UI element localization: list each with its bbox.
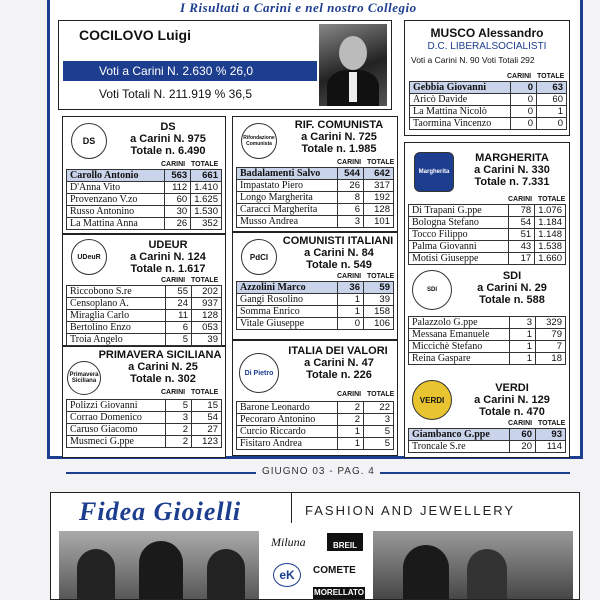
table-row xyxy=(67,436,222,448)
marg-table xyxy=(408,204,566,265)
votes-totale: 27 xyxy=(192,424,222,436)
udeur-col-carini: CARINI xyxy=(161,277,186,284)
votes-carini: 3 xyxy=(166,412,192,424)
sdi-table xyxy=(408,316,566,365)
ad-brand-miluna: Miluna xyxy=(271,535,306,549)
votes-carini: 8 xyxy=(338,192,364,204)
candidate-name: Polizzi Giovanni xyxy=(67,400,166,412)
ad-tagline: FASHION AND JEWELLERY xyxy=(305,503,516,518)
table-row xyxy=(67,400,222,412)
primavera-name: PRIMAVERA SICILIANA xyxy=(98,349,222,361)
votes-carini: 2 xyxy=(166,424,192,436)
cocilovo-carini-bar: Voti a Carini N. 2.630 % 26,0 xyxy=(63,61,317,81)
table-row xyxy=(67,286,222,298)
marg-col-totale: TOTALE xyxy=(538,196,566,203)
votes-totale: 7 xyxy=(536,341,566,353)
musco-party: D.C. LIBERALSOCIALISTI xyxy=(427,41,547,52)
marg-name: MARGHERITA xyxy=(475,152,549,164)
candidate-name: Badalamenti Salvo xyxy=(237,168,338,180)
table-row xyxy=(237,282,394,294)
votes-totale: 114 xyxy=(536,441,566,453)
udeur-carini: a Carini N. 124 xyxy=(130,251,206,263)
table-row xyxy=(67,206,222,218)
candidate-name: Miccichè Stefano xyxy=(409,341,510,353)
candidate-name: Longo Margherita xyxy=(237,192,338,204)
ci-col-totale: TOTALE xyxy=(367,273,395,280)
votes-totale: 0 xyxy=(537,118,567,130)
udeur-name: UDEUR xyxy=(148,239,188,251)
table-row xyxy=(409,341,566,353)
votes-totale: 5 xyxy=(364,426,394,438)
votes-totale: 93 xyxy=(536,429,566,441)
musco-box xyxy=(404,20,570,136)
candidate-name: Bologna Stefano xyxy=(409,217,509,229)
rif-logo: Rifondazione Comunista xyxy=(241,123,277,159)
votes-carini: 60 xyxy=(510,429,536,441)
votes-carini: 0 xyxy=(511,82,537,94)
ds-table xyxy=(66,169,222,230)
ci-totale: Totale n. 549 xyxy=(306,259,372,271)
votes-carini: 26 xyxy=(165,218,191,230)
page-footer: GIUGNO 03 - PAG. 4 xyxy=(262,466,375,477)
candidate-name: Palma Giovanni xyxy=(409,241,509,253)
votes-carini: 112 xyxy=(165,182,191,194)
votes-totale: 1.148 xyxy=(535,229,566,241)
rif-col-carini: CARINI xyxy=(337,159,362,166)
votes-carini: 0 xyxy=(511,94,537,106)
table-row xyxy=(237,192,394,204)
table-row xyxy=(409,429,566,441)
votes-totale: 642 xyxy=(364,168,394,180)
candidate-name: Troncale S.re xyxy=(409,441,510,453)
musco-col-totale: TOTALE xyxy=(537,73,565,80)
table-row xyxy=(237,402,394,414)
table-row xyxy=(409,353,566,365)
udeur-col-totale: TOTALE xyxy=(191,277,219,284)
ad-divider xyxy=(291,493,292,523)
votes-carini: 24 xyxy=(166,298,192,310)
votes-totale: 5 xyxy=(364,438,394,450)
votes-carini: 1 xyxy=(338,438,364,450)
table-row xyxy=(410,94,567,106)
candidate-name: Pecoraro Antonino xyxy=(237,414,338,426)
rif-col-totale: TOTALE xyxy=(367,159,395,166)
votes-carini: 11 xyxy=(166,310,192,322)
votes-carini: 30 xyxy=(165,206,191,218)
votes-totale: 39 xyxy=(192,334,222,346)
votes-totale: 352 xyxy=(191,218,222,230)
idv-col-totale: TOTALE xyxy=(367,391,395,398)
advertisement xyxy=(50,492,580,600)
table-row xyxy=(67,412,222,424)
table-row xyxy=(410,82,567,94)
candidate-name: Vitale Giuseppe xyxy=(237,318,338,330)
votes-carini: 544 xyxy=(338,168,364,180)
votes-carini: 51 xyxy=(509,229,535,241)
sdi-carini: a Carini N. 29 xyxy=(477,282,547,294)
candidate-name: Caracci Margherita xyxy=(237,204,338,216)
table-row xyxy=(409,241,566,253)
verdi-name: VERDI xyxy=(495,382,529,394)
ad-brand-morellato: MORELLATO xyxy=(314,588,364,597)
votes-carini: 60 xyxy=(165,194,191,206)
votes-totale: 937 xyxy=(192,298,222,310)
candidate-name: Motisi Giuseppe xyxy=(409,253,509,265)
ci-name: COMUNISTI ITALIANI xyxy=(282,235,394,247)
primavera-totale: Totale n. 302 xyxy=(130,373,196,385)
votes-carini: 54 xyxy=(509,217,535,229)
idv-col-carini: CARINI xyxy=(337,391,362,398)
table-row xyxy=(237,414,394,426)
ds-box xyxy=(62,116,226,234)
ad-brand-breil: BREIL xyxy=(327,533,363,551)
candidate-name: Troia Angelo xyxy=(67,334,166,346)
candidate-name: Corrao Domenico xyxy=(67,412,166,424)
votes-totale: 59 xyxy=(364,282,394,294)
primavera-col-carini: CARINI xyxy=(161,389,186,396)
udeur-logo: UDeuR xyxy=(71,239,107,275)
marg-carini: a Carini N. 330 xyxy=(474,164,550,176)
table-row xyxy=(237,168,394,180)
rif-name: RIF. COMUNISTA xyxy=(294,119,384,131)
votes-carini: 1 xyxy=(510,329,536,341)
votes-totale: 661 xyxy=(191,170,222,182)
sdi-logo: SDI xyxy=(412,270,452,310)
votes-carini: 17 xyxy=(509,253,535,265)
cocilovo-box xyxy=(58,20,392,110)
candidate-name: Impastato Piero xyxy=(237,180,338,192)
ad-storefront-left xyxy=(59,531,259,600)
udeur-totale: Totale n. 1.617 xyxy=(130,263,206,275)
ci-carini: a Carini N. 84 xyxy=(304,247,374,259)
votes-totale: 54 xyxy=(192,412,222,424)
votes-carini: 5 xyxy=(166,334,192,346)
candidate-name: Gebbia Giovanni xyxy=(410,82,511,94)
votes-totale: 1.076 xyxy=(535,205,566,217)
musco-table xyxy=(409,81,567,130)
candidate-name: Provenzano V.zo xyxy=(67,194,165,206)
table-row xyxy=(67,310,222,322)
votes-totale: 22 xyxy=(364,402,394,414)
candidate-name: D'Anna Vito xyxy=(67,182,165,194)
votes-carini: 78 xyxy=(509,205,535,217)
candidate-name: Censoplano A. xyxy=(67,298,166,310)
ci-logo: PdCI xyxy=(241,239,277,275)
ad-brand: Fidea Gioielli xyxy=(79,497,242,526)
votes-totale: 3 xyxy=(364,414,394,426)
votes-totale: 123 xyxy=(192,436,222,448)
rif-box xyxy=(232,116,398,232)
votes-carini: 1 xyxy=(338,426,364,438)
votes-carini: 2 xyxy=(338,414,364,426)
votes-totale: 128 xyxy=(364,204,394,216)
table-row xyxy=(409,205,566,217)
footer-line-right xyxy=(380,472,570,474)
table-row xyxy=(409,253,566,265)
cocilovo-photo xyxy=(319,24,387,106)
candidate-name: Taormina Vincenzo xyxy=(410,118,511,130)
margherita-logo: Margherita xyxy=(414,152,454,192)
table-row xyxy=(67,194,222,206)
votes-totale: 1.184 xyxy=(535,217,566,229)
candidate-name: Barone Leonardo xyxy=(237,402,338,414)
ci-box xyxy=(232,232,398,340)
candidate-name: La Mattina Nicolò xyxy=(410,106,511,118)
table-row xyxy=(409,229,566,241)
votes-carini: 0 xyxy=(511,106,537,118)
marg-totale: Totale n. 7.331 xyxy=(474,176,550,188)
votes-totale: 15 xyxy=(192,400,222,412)
candidate-name: Miraglia Carlo xyxy=(67,310,166,322)
candidate-name: Palazzolo G.ppe xyxy=(409,317,510,329)
candidate-name: Musso Andrea xyxy=(237,216,338,228)
primavera-logo: Primavera Siciliana xyxy=(67,361,101,395)
primavera-box xyxy=(62,346,226,458)
votes-carini: 3 xyxy=(338,216,364,228)
candidate-name: Gangi Rosolino xyxy=(237,294,338,306)
votes-totale: 053 xyxy=(192,322,222,334)
votes-carini: 1 xyxy=(510,353,536,365)
cocilovo-name: COCILOVO Luigi xyxy=(79,27,191,43)
idv-logo: Di Pietro xyxy=(239,353,279,393)
ad-brand-comete: COMETE xyxy=(313,565,356,576)
ad-storefront-right xyxy=(373,531,573,600)
candidate-name: Musmeci G.ppe xyxy=(67,436,166,448)
votes-carini: 1 xyxy=(510,341,536,353)
primavera-table xyxy=(66,399,222,448)
candidate-name: Aricò Davide xyxy=(410,94,511,106)
votes-totale: 60 xyxy=(537,94,567,106)
table-row xyxy=(237,204,394,216)
verdi-col-totale: TOTALE xyxy=(538,420,566,427)
ds-col-totale: TOTALE xyxy=(191,161,219,168)
votes-totale: 79 xyxy=(536,329,566,341)
candidate-name: Di Trapani G.ppe xyxy=(409,205,509,217)
candidate-name: La Mattina Anna xyxy=(67,218,165,230)
votes-carini: 0 xyxy=(338,318,364,330)
votes-totale: 1.660 xyxy=(535,253,566,265)
votes-totale: 39 xyxy=(364,294,394,306)
table-row xyxy=(410,106,567,118)
ds-logo: DS xyxy=(71,123,107,159)
votes-totale: 106 xyxy=(364,318,394,330)
votes-totale: 192 xyxy=(364,192,394,204)
ci-table xyxy=(236,281,394,330)
candidate-name: Russo Antonino xyxy=(67,206,165,218)
votes-totale: 128 xyxy=(192,310,222,322)
idv-box xyxy=(232,340,398,456)
votes-carini: 6 xyxy=(166,322,192,334)
votes-totale: 1.530 xyxy=(191,206,222,218)
sdi-name: SDI xyxy=(502,270,522,282)
musco-col-carini: CARINI xyxy=(507,73,532,80)
primavera-col-totale: TOTALE xyxy=(191,389,219,396)
cocilovo-totali: Voti Totali N. 211.919 % 36,5 xyxy=(99,87,252,101)
votes-carini: 43 xyxy=(509,241,535,253)
idv-name: ITALIA DEI VALORI xyxy=(288,345,388,357)
votes-carini: 55 xyxy=(166,286,192,298)
udeur-table xyxy=(66,285,222,346)
votes-totale: 1.538 xyxy=(535,241,566,253)
marg-col-carini: CARINI xyxy=(508,196,533,203)
table-row xyxy=(237,294,394,306)
ds-col-carini: CARINI xyxy=(161,161,186,168)
votes-totale: 1.410 xyxy=(191,182,222,194)
candidate-name: Riccobono S.re xyxy=(67,286,166,298)
votes-totale: 101 xyxy=(364,216,394,228)
verdi-carini: a Carini N. 129 xyxy=(474,394,550,406)
votes-carini: 563 xyxy=(165,170,191,182)
rif-totale: Totale n. 1.985 xyxy=(301,143,377,155)
verdi-col-carini: CARINI xyxy=(508,420,533,427)
votes-totale: 329 xyxy=(536,317,566,329)
verdi-table xyxy=(408,428,566,453)
candidate-name: Curcio Riccardo xyxy=(237,426,338,438)
votes-carini: 26 xyxy=(338,180,364,192)
votes-carini: 1 xyxy=(338,306,364,318)
table-row xyxy=(67,424,222,436)
votes-carini: 2 xyxy=(166,436,192,448)
sdi-totale: Totale n. 588 xyxy=(479,294,545,306)
votes-carini: 36 xyxy=(338,282,364,294)
table-row xyxy=(237,318,394,330)
table-row xyxy=(67,218,222,230)
table-row xyxy=(67,170,222,182)
votes-totale: 317 xyxy=(364,180,394,192)
footer-line xyxy=(66,472,256,474)
votes-totale: 158 xyxy=(364,306,394,318)
ad-brand-ek: eK xyxy=(273,563,301,587)
votes-totale: 1 xyxy=(537,106,567,118)
votes-carini: 2 xyxy=(338,402,364,414)
musco-name: MUSCO Alessandro xyxy=(430,26,544,40)
table-row xyxy=(237,180,394,192)
table-row xyxy=(67,298,222,310)
votes-carini: 1 xyxy=(338,294,364,306)
table-row xyxy=(237,438,394,450)
table-row xyxy=(409,317,566,329)
candidate-name: Tocco Filippo xyxy=(409,229,509,241)
votes-carini: 0 xyxy=(511,118,537,130)
table-row xyxy=(67,334,222,346)
ci-col-carini: CARINI xyxy=(337,273,362,280)
votes-carini: 6 xyxy=(338,204,364,216)
page-subtitle: I Risultati a Carini e nel nostro Collegio xyxy=(180,0,417,15)
musco-votes: Voti a Carini N. 90 Voti Totali 292 xyxy=(411,55,535,65)
table-row xyxy=(409,329,566,341)
table-row xyxy=(237,216,394,228)
verdi-logo: VERDI xyxy=(412,380,452,420)
votes-totale: 202 xyxy=(192,286,222,298)
candidate-name: Carollo Antonio xyxy=(67,170,165,182)
candidate-name: Fisitaro Andrea xyxy=(237,438,338,450)
votes-totale: 18 xyxy=(536,353,566,365)
votes-totale: 63 xyxy=(537,82,567,94)
table-row xyxy=(237,426,394,438)
table-row xyxy=(67,182,222,194)
candidate-name: Giambanco G.ppe xyxy=(409,429,510,441)
table-row xyxy=(409,217,566,229)
candidate-name: Caruso Giacomo xyxy=(67,424,166,436)
candidate-name: Reina Gaspare xyxy=(409,353,510,365)
verdi-totale: Totale n. 470 xyxy=(479,406,545,418)
idv-table xyxy=(236,401,394,450)
rif-table xyxy=(236,167,394,228)
rif-carini: a Carini N. 725 xyxy=(301,131,377,143)
votes-carini: 20 xyxy=(510,441,536,453)
candidate-name: Messana Emanuele xyxy=(409,329,510,341)
idv-totale: Totale n. 226 xyxy=(306,369,372,381)
votes-totale: 1.625 xyxy=(191,194,222,206)
ds-name: DS xyxy=(160,121,176,133)
candidate-name: Azzolini Marco xyxy=(237,282,338,294)
primavera-carini: a Carini N. 25 xyxy=(128,361,198,373)
table-row xyxy=(410,118,567,130)
idv-carini: a Carini N. 47 xyxy=(304,357,374,369)
votes-carini: 3 xyxy=(510,317,536,329)
ds-carini: a Carini N. 975 xyxy=(130,133,206,145)
votes-carini: 5 xyxy=(166,400,192,412)
ds-totale: Totale n. 6.490 xyxy=(130,145,206,157)
candidate-name: Somma Enrico xyxy=(237,306,338,318)
table-row xyxy=(237,306,394,318)
table-row xyxy=(409,441,566,453)
table-row xyxy=(67,322,222,334)
candidate-name: Bertolino Enzo xyxy=(67,322,166,334)
udeur-box xyxy=(62,234,226,346)
